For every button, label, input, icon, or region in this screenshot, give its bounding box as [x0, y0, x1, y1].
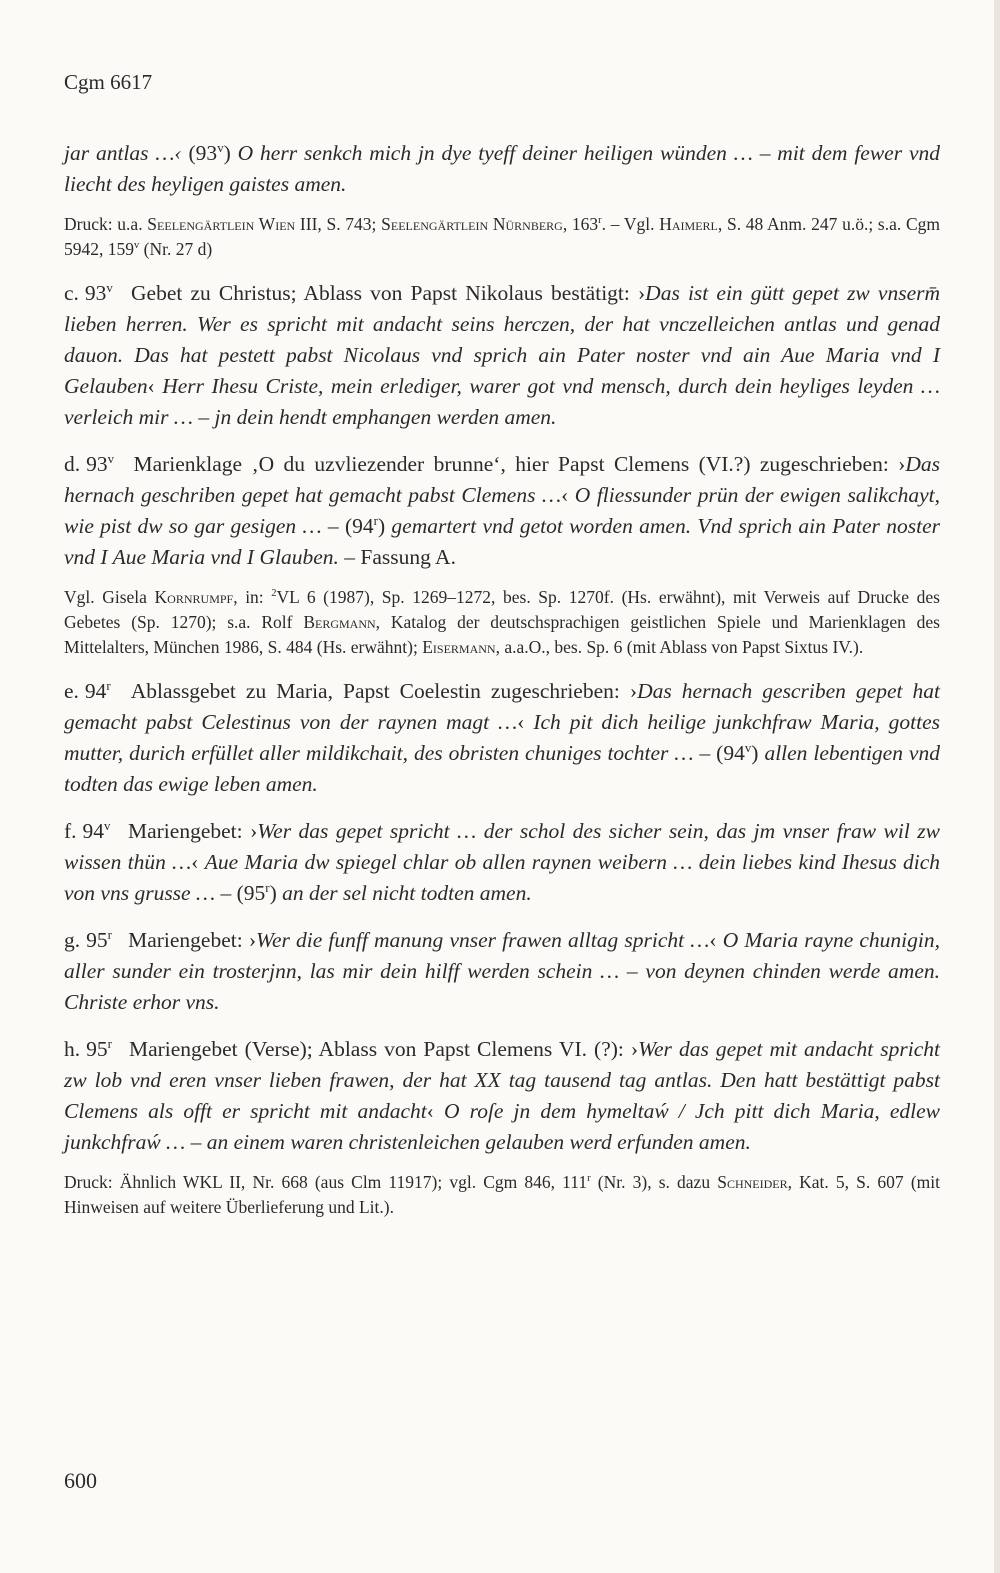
- text-run: . – Vgl.: [601, 214, 660, 234]
- text-run: f.: [64, 819, 77, 843]
- text-run: Vgl. Gisela: [64, 587, 155, 607]
- text-run: 95: [86, 928, 108, 952]
- text-run: allen lebentigen vnd todten das ewige leben amen.: [64, 741, 940, 796]
- text-run: ‹: [426, 1099, 444, 1123]
- text-run: Bergmann: [303, 612, 376, 632]
- text-run: v: [134, 240, 140, 252]
- text-run: ‹: [191, 850, 205, 874]
- entry-note: [64, 585, 940, 660]
- text-run: (95: [236, 881, 266, 905]
- text-run: , in:: [233, 587, 272, 607]
- text-run: O fliessunder prün der ewigen salikchayt, wie pist dw so gar gesigen … –: [64, 483, 940, 538]
- text-run: ): [223, 141, 238, 165]
- text-run: v: [217, 140, 224, 155]
- text-run: ‹: [517, 710, 534, 734]
- text-run: Druck: u.a.: [64, 214, 148, 234]
- entry-paragraph: [64, 449, 940, 573]
- text-run: [114, 452, 123, 476]
- text-run: Seelengärtlein Nürnberg: [381, 214, 563, 234]
- text-run: v: [104, 818, 111, 833]
- text-run: Wer das gepet mit andacht spricht zw lob vnd eren vnser lieben frawen, der hat XX tag tausend tag antlas. Den hatt bestättigt pabst Clemens als offt er spricht mit andacht: [64, 1037, 941, 1123]
- text-run: r: [598, 215, 602, 227]
- text-run: Marienklage ‚O du uzvliezender brunne‘, hier Papst Clemens (VI.?) zugeschrieben: ›: [133, 452, 906, 476]
- text-run: gemartert vnd getot worden amen. Vnd sprich ain Pater noster vnd I Aue Maria vnd I Glauben.: [64, 514, 940, 569]
- text-run: , 163: [562, 214, 599, 234]
- text-run: Seelengärtlein Wien: [147, 214, 296, 234]
- entry-note: [64, 212, 940, 262]
- text-run: – Fassung A.: [338, 545, 456, 569]
- text-run: (94: [344, 514, 374, 538]
- text-run: v: [107, 451, 115, 466]
- text-run: Kornrumpf: [154, 587, 234, 607]
- text-run: 94: [84, 679, 107, 703]
- catalog-entries: [64, 138, 940, 1220]
- text-run: Ich pit dich heilige junkchfraw Maria, gottes mutter, durich erfüllet aller mildikchait, des obristen chuniges tochter … –: [64, 710, 940, 765]
- text-run: (Nr. 27 d): [139, 239, 213, 259]
- text-run: , S. 48 Anm. 247 u.ö.; s.a. Cgm 5942, 159: [64, 214, 941, 259]
- text-run: Wer das gepet spricht … der schol des sicher sein, das jm vnser fraw wil zw wissen thün …: [64, 819, 941, 874]
- text-run: r: [107, 927, 112, 942]
- text-run: Mariengebet (Verse); Ablass von Papst Clemens VI. (?): ›: [128, 1037, 639, 1061]
- entry-paragraph: [64, 138, 940, 200]
- text-run: (Nr. 3), s. dazu: [590, 1172, 718, 1192]
- text-run: ‹: [709, 928, 723, 952]
- text-run: , Katalog der deutschsprachigen geistlichen Spiele und Marienklagen des Mittelalters, München 1986, S. 484 (Hs. erwähnt);: [64, 612, 940, 657]
- text-run: e.: [64, 679, 79, 703]
- text-run: O herr senkch mich jn dye tyeff deiner heiligen wünden … – mit dem fewer vnd liecht des heyligen gaistes amen.: [64, 141, 940, 196]
- text-run: [112, 928, 118, 952]
- text-run: Schneider: [717, 1172, 788, 1192]
- text-run: Gebet zu Christus; Ablass von Papst Nikolaus bestätigt: ›: [131, 281, 646, 305]
- text-run: Wer die funff manung vnser frawen alltag spricht …: [256, 928, 710, 952]
- text-run: Haimerl: [659, 214, 718, 234]
- page-edge-shadow: [994, 0, 1000, 1573]
- page-number: 600: [64, 1468, 97, 1493]
- text-run: ): [751, 741, 765, 765]
- text-run: Eisermann: [422, 637, 496, 657]
- text-run: v: [106, 280, 113, 295]
- text-run: g.: [64, 928, 81, 952]
- text-run: [111, 679, 121, 703]
- text-run: O roſe jn dem hymeltaẃ / Jch pitt dich Maria, edlew junkchfraẃ … – an einem waren christenleichen gelauben werd erfunden amen.: [64, 1099, 940, 1154]
- text-run: Das ist ein gütt gepet zw vnserm̄ lieben herren. Wer es spricht mit andacht seins herczen, der hat vnczelleichen antlas und genad dauon. Das hat pestett pabst Nicolaus vnd sprich ain Pater noster vnd ain Aue Maria vnd I Gelauben: [64, 281, 941, 398]
- text-run: [112, 1037, 119, 1061]
- text-run: v: [744, 740, 752, 755]
- text-run: an der sel nicht todten amen.: [282, 881, 532, 905]
- text-run: 94: [82, 819, 105, 843]
- text-run: jar antlas …‹: [64, 141, 189, 165]
- text-run: 95: [86, 1037, 108, 1061]
- text-run: r: [265, 880, 270, 895]
- entry-paragraph: [64, 925, 940, 1018]
- entry-note: [64, 1170, 940, 1220]
- entry-paragraph: [64, 676, 940, 800]
- text-run: r: [107, 1036, 112, 1051]
- text-run: c.: [64, 281, 79, 305]
- entry-paragraph: [64, 278, 940, 433]
- text-run: ‹: [147, 374, 163, 398]
- text-run: Das hernach geschriben gepet hat gemacht pabst Clemens …: [64, 452, 940, 507]
- text-run: r: [373, 513, 378, 528]
- text-run: (94: [716, 741, 745, 765]
- text-run: III, S. 743;: [295, 214, 382, 234]
- text-run: Das hernach gescriben gepet hat gemacht pabst Celestinus von der raynen magt …: [64, 679, 940, 734]
- text-run: h.: [64, 1037, 81, 1061]
- text-run: Mariengebet: ›: [127, 819, 258, 843]
- text-run: [113, 281, 121, 305]
- text-run: 93: [84, 281, 107, 305]
- text-run: Herr Ihesu Criste, mein erlediger, warer got vnd mensch, durch dein heyliges leyden … verleich mir … – jn dein hendt emphangen werden amen.: [64, 374, 940, 429]
- text-run: ): [377, 514, 392, 538]
- text-run: Ablassgebet zu Maria, Papst Coelestin zugeschrieben: ›: [130, 679, 638, 703]
- text-run: (93: [188, 141, 218, 165]
- text-run: 93: [86, 452, 108, 476]
- text-run: r: [587, 1173, 591, 1185]
- running-header: Cgm 6617: [64, 70, 153, 94]
- text-run: , a.a.O., bes. Sp. 6 (mit Ablass von Papst Sixtus IV.).: [495, 637, 864, 657]
- text-run: Mariengebet: ›: [128, 928, 257, 952]
- text-run: 2: [271, 588, 277, 600]
- text-run: Aue Maria dw spiegel chlar ob allen raynen weibern … dein liebes kind Ihesus dich von vns grusse … –: [64, 850, 940, 905]
- entry-paragraph: [64, 816, 940, 909]
- text-run: r: [106, 678, 111, 693]
- entry-paragraph: [64, 1034, 940, 1158]
- text-run: [111, 819, 118, 843]
- text-run: ): [269, 881, 283, 905]
- text-run: O Maria rayne chunigin, aller sunder ein trosterjnn, las mir dein hilff werden schein … – von deynen chinden werde amen. Christe erhor vns.: [64, 928, 941, 1014]
- text-run: VL 6 (1987), Sp. 1269–1272, bes. Sp. 1270f. (Hs. erwähnt), mit Verweis auf Drucke des Gebetes (Sp. 1270); s.a. Rolf: [64, 587, 940, 632]
- text-run: ‹: [561, 483, 575, 507]
- text-run: , Kat. 5, S. 607 (mit Hinweisen auf weitere Überlieferung und Lit.).: [64, 1172, 940, 1217]
- text-run: d.: [64, 452, 81, 476]
- text-run: Druck: Ähnlich WKL II, Nr. 668 (aus Clm 11917); vgl. Cgm 846, 111: [64, 1172, 588, 1192]
